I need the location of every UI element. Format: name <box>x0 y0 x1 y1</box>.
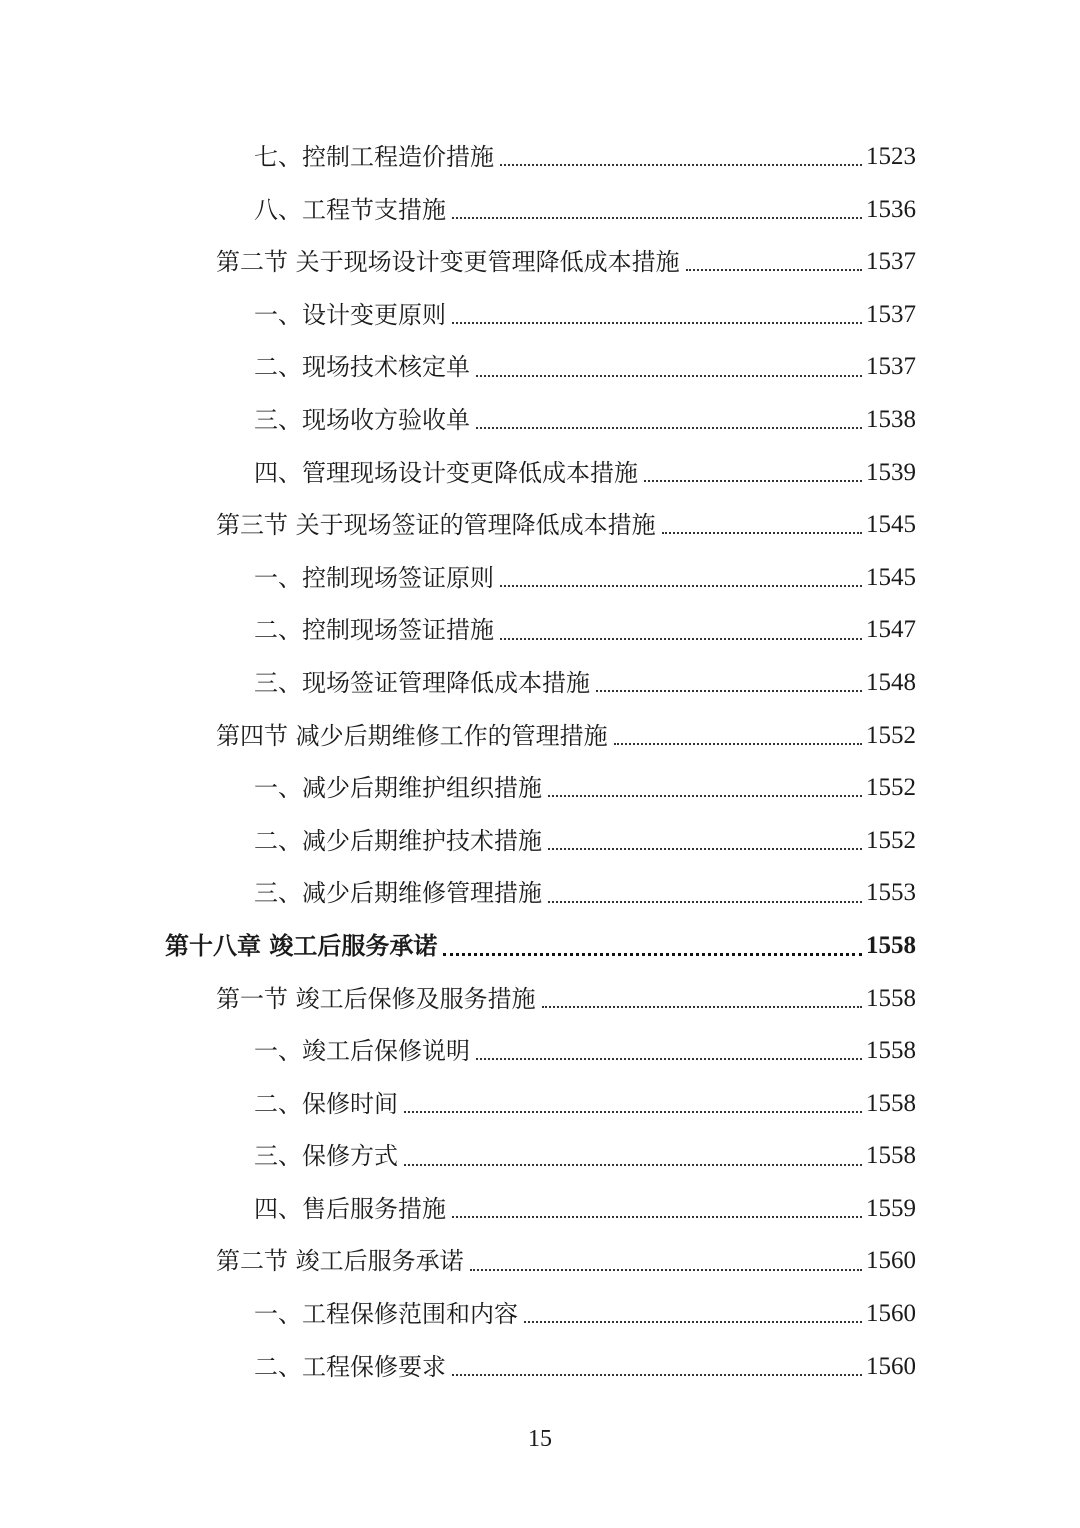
toc-entry-page: 1547 <box>866 616 916 644</box>
toc-entry[interactable] <box>0 341 1080 394</box>
dot-leader <box>452 1216 862 1218</box>
toc-entry-page: 1560 <box>866 1247 916 1275</box>
dot-leader <box>500 638 862 640</box>
toc-entry-title: 二、保修时间 <box>254 1089 398 1118</box>
toc-entry-title: 第二节 竣工后服务承诺 <box>216 1247 464 1276</box>
toc-entry-title: 一、减少后期维护组织措施 <box>254 774 542 803</box>
dot-leader <box>524 1321 862 1323</box>
toc-entry-title: 七、控制工程造价措施 <box>254 143 494 171</box>
dot-leader <box>548 901 862 903</box>
toc-entry[interactable] <box>0 657 1080 710</box>
dot-leader <box>662 532 862 534</box>
dot-leader <box>644 480 862 482</box>
table-of-contents <box>0 131 1080 1393</box>
toc-entry-title: 三、现场签证管理降低成本措施 <box>254 668 590 697</box>
toc-entry-title: 八、工程节支措施 <box>254 195 446 224</box>
toc-entry[interactable] <box>0 815 1080 868</box>
toc-entry-title: 二、工程保修要求 <box>254 1352 446 1381</box>
toc-entry[interactable] <box>0 131 1080 184</box>
toc-entry-page: 1558 <box>866 931 916 959</box>
toc-entry[interactable] <box>0 1130 1080 1183</box>
toc-entry-page: 1553 <box>866 879 916 907</box>
dot-leader <box>452 217 862 219</box>
toc-entry[interactable] <box>0 973 1080 1026</box>
toc-entry[interactable] <box>0 920 1080 973</box>
dot-leader <box>686 269 862 271</box>
toc-entry-page: 1552 <box>866 826 916 854</box>
toc-entry[interactable] <box>0 184 1080 237</box>
toc-entry-title: 二、减少后期维护技术措施 <box>254 826 542 855</box>
dot-leader <box>542 1006 862 1008</box>
dot-leader <box>404 1111 862 1113</box>
dot-leader <box>596 690 862 692</box>
dot-leader <box>548 848 862 850</box>
dot-leader <box>500 585 862 587</box>
toc-entry[interactable] <box>0 552 1080 605</box>
toc-entry-page: 1537 <box>866 248 916 276</box>
toc-entry-title: 二、现场技术核定单 <box>254 353 470 382</box>
toc-entry-title: 三、减少后期维修管理措施 <box>254 879 542 908</box>
toc-entry-page: 1537 <box>866 300 916 328</box>
toc-entry-page: 1558 <box>866 1142 916 1170</box>
toc-entry-title: 第一节 竣工后保修及服务措施 <box>216 984 536 1013</box>
toc-entry[interactable] <box>0 236 1080 289</box>
toc-entry[interactable] <box>0 1341 1080 1394</box>
toc-entry-page: 1552 <box>866 721 916 749</box>
toc-entry-page: 1558 <box>866 1037 916 1065</box>
toc-entry-page: 1559 <box>866 1194 916 1222</box>
dot-leader <box>452 322 862 324</box>
toc-entry-page: 1539 <box>866 458 916 486</box>
dot-leader <box>500 164 862 166</box>
toc-entry-page: 1523 <box>866 143 916 170</box>
toc-entry-title: 一、竣工后保修说明 <box>254 1037 470 1066</box>
toc-entry-page: 1548 <box>866 668 916 696</box>
toc-entry[interactable] <box>0 710 1080 763</box>
toc-entry[interactable] <box>0 604 1080 657</box>
toc-entry-title: 三、现场收方验收单 <box>254 405 470 434</box>
toc-entry[interactable] <box>0 1078 1080 1131</box>
toc-entry[interactable] <box>0 1183 1080 1236</box>
toc-entry-title: 四、售后服务措施 <box>254 1194 446 1223</box>
dot-leader <box>470 1269 862 1271</box>
toc-entry-page: 1560 <box>866 1300 916 1328</box>
toc-entry[interactable] <box>0 1288 1080 1341</box>
toc-entry-page: 1552 <box>866 774 916 802</box>
toc-entry-page: 1558 <box>866 1089 916 1117</box>
dot-leader <box>443 953 862 956</box>
toc-entry-title: 三、保修方式 <box>254 1142 398 1171</box>
toc-entry-title: 一、工程保修范围和内容 <box>254 1300 518 1329</box>
dot-leader <box>404 1164 862 1166</box>
toc-entry-title: 第三节 关于现场签证的管理降低成本措施 <box>216 511 656 540</box>
toc-entry[interactable] <box>0 447 1080 500</box>
toc-entry[interactable] <box>0 1025 1080 1078</box>
dot-leader <box>452 1374 862 1376</box>
toc-entry[interactable] <box>0 499 1080 552</box>
dot-leader <box>476 1058 862 1060</box>
toc-entry-page: 1537 <box>866 353 916 381</box>
toc-entry-title: 一、控制现场签证原则 <box>254 563 494 592</box>
toc-entry-page: 1538 <box>866 405 916 433</box>
toc-entry-title: 第二节 关于现场设计变更管理降低成本措施 <box>216 248 680 277</box>
toc-entry-page: 1560 <box>866 1352 916 1380</box>
toc-entry[interactable] <box>0 1235 1080 1288</box>
toc-entry-title: 第十八章 竣工后服务承诺 <box>165 930 438 960</box>
dot-leader <box>476 375 862 377</box>
dot-leader <box>476 427 862 429</box>
toc-entry-title: 四、管理现场设计变更降低成本措施 <box>254 458 638 487</box>
toc-entry-page: 1545 <box>866 511 916 539</box>
dot-leader <box>614 743 862 745</box>
toc-entry[interactable] <box>0 762 1080 815</box>
toc-entry-page: 1545 <box>866 563 916 591</box>
toc-entry-page: 1536 <box>866 195 916 223</box>
toc-entry[interactable] <box>0 867 1080 920</box>
toc-entry-title: 一、设计变更原则 <box>254 300 446 329</box>
toc-entry-title: 第四节 减少后期维修工作的管理措施 <box>216 721 608 750</box>
toc-entry-title: 二、控制现场签证措施 <box>254 616 494 645</box>
toc-entry[interactable] <box>0 289 1080 342</box>
dot-leader <box>548 795 862 797</box>
toc-entry-page: 1558 <box>866 984 916 1012</box>
page-number: 15 <box>528 1426 552 1452</box>
toc-entry[interactable] <box>0 394 1080 447</box>
